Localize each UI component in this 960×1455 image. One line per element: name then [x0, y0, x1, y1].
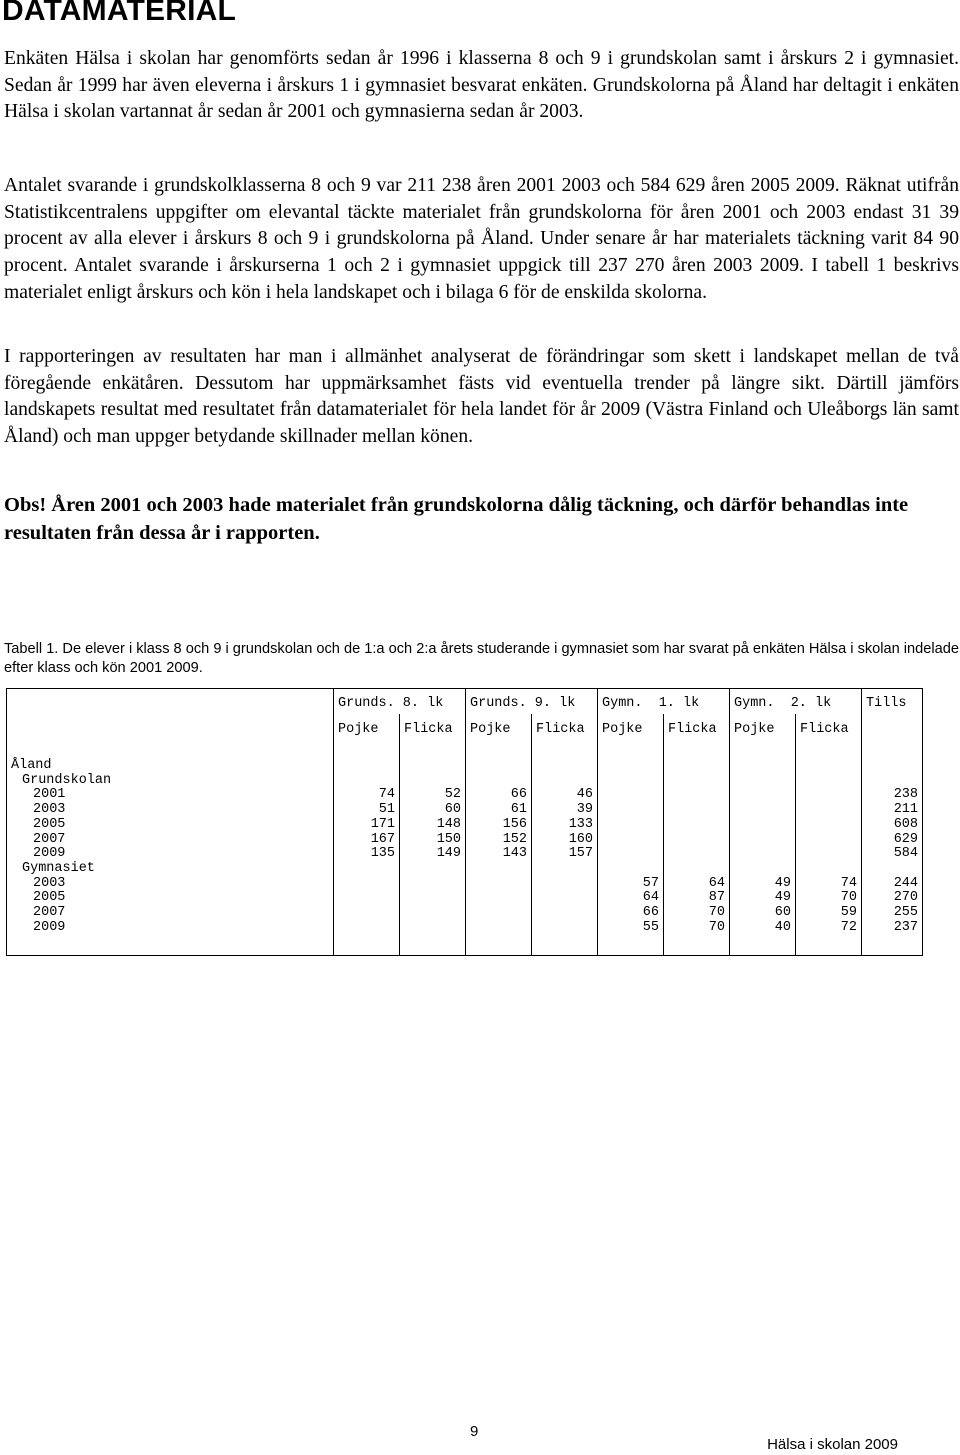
- table-cell: [730, 847, 796, 862]
- table-group-header: Grunds. 9. lk: [466, 689, 598, 715]
- table-cell: [400, 891, 466, 906]
- table-group-header: Gymn. 1. lk: [598, 689, 730, 715]
- table-row-label: 2003: [7, 877, 334, 892]
- table-cell: 629: [862, 833, 923, 848]
- page-footer: Hälsa i skolan 2009: [767, 1436, 898, 1453]
- table-row: [7, 774, 923, 789]
- table-cell: [796, 759, 862, 774]
- table-cell: 64: [664, 877, 730, 892]
- table-cell: [598, 803, 664, 818]
- table-sub-header: Pojke: [730, 714, 796, 741]
- table-row: [7, 891, 923, 906]
- table-cell: [730, 788, 796, 803]
- table-cell: [466, 891, 532, 906]
- table-cell: 133: [532, 818, 598, 833]
- table-spacer-cell: [334, 935, 400, 956]
- table-row-label: 2003: [7, 803, 334, 818]
- table-cell: [400, 877, 466, 892]
- table-spacer-cell: [796, 741, 862, 759]
- table-row: [7, 788, 923, 803]
- table-cell: 238: [862, 788, 923, 803]
- table-sub-header: Flicka: [664, 714, 730, 741]
- table-cell: 55: [598, 921, 664, 936]
- table-cell: [598, 818, 664, 833]
- table-row: [7, 921, 923, 936]
- table-cell: [334, 774, 400, 789]
- table-row-label: 2007: [7, 906, 334, 921]
- table-cell: [730, 774, 796, 789]
- table-sub-header: Flicka: [796, 714, 862, 741]
- table-sub-header: [862, 714, 923, 741]
- table-cell: [334, 862, 400, 877]
- table-spacer-cell: [796, 935, 862, 956]
- table-cell: 584: [862, 847, 923, 862]
- table-cell: [466, 906, 532, 921]
- table-cell: [664, 862, 730, 877]
- table-row-label: Åland: [7, 759, 334, 774]
- table-spacer-cell: [598, 741, 664, 759]
- table-spacer-cell: [466, 741, 532, 759]
- table-cell: [334, 906, 400, 921]
- table-cell: [400, 774, 466, 789]
- table-cell: [532, 774, 598, 789]
- table-cell: 60: [730, 906, 796, 921]
- table-cell: 167: [334, 833, 400, 848]
- table-cell: 51: [334, 803, 400, 818]
- table-cell: [334, 877, 400, 892]
- table-row: [7, 759, 923, 774]
- table-row: [7, 803, 923, 818]
- table-cell: 57: [598, 877, 664, 892]
- table-cell: 152: [466, 833, 532, 848]
- table-sub-header: Flicka: [532, 714, 598, 741]
- table-cell: [730, 818, 796, 833]
- table-cell: [532, 921, 598, 936]
- table-cell: 270: [862, 891, 923, 906]
- table-cell: [532, 891, 598, 906]
- table-row-label: 2005: [7, 891, 334, 906]
- table-cell: [796, 774, 862, 789]
- table-cell: [334, 921, 400, 936]
- table-cell: [466, 921, 532, 936]
- table-spacer-row: [7, 741, 923, 759]
- table-spacer-cell: [400, 935, 466, 956]
- table-row-label: Gymnasiet: [7, 862, 334, 877]
- table-cell: [532, 906, 598, 921]
- table-spacer-cell: [466, 935, 532, 956]
- table-caption: Tabell 1. De elever i klass 8 och 9 i grundskolan och de 1:a och 2:a årets studerande i gymnasiet som har svarat på enkäten Hälsa i skolan indelade efter klass och kön 2001 2009.: [4, 641, 959, 676]
- table-spacer-cell: [400, 741, 466, 759]
- table-sub-header: Flicka: [400, 714, 466, 741]
- table-cell: [796, 788, 862, 803]
- table-cell: [334, 891, 400, 906]
- table-cell: [400, 906, 466, 921]
- table-group-header: Grunds. 8. lk: [334, 689, 466, 715]
- table-cell: [466, 877, 532, 892]
- table-spacer-cell: [664, 935, 730, 956]
- table-cell: [664, 833, 730, 848]
- table-cell: [664, 847, 730, 862]
- table-cell: 70: [796, 891, 862, 906]
- table-cell: 74: [796, 877, 862, 892]
- table-spacer-cell: [862, 935, 923, 956]
- table-spacer-cell: [730, 935, 796, 956]
- table-cell: [862, 774, 923, 789]
- table-cell: [796, 862, 862, 877]
- table-cell: [796, 818, 862, 833]
- table-cell: 171: [334, 818, 400, 833]
- table-cell: [532, 759, 598, 774]
- table-header-groups: [7, 689, 923, 715]
- table-cell: 61: [466, 803, 532, 818]
- table-cell: [400, 862, 466, 877]
- table-cell: [532, 862, 598, 877]
- table-cell: [400, 759, 466, 774]
- page-title: DATAMATERIAL: [2, 0, 237, 27]
- table-row-label: 2005: [7, 818, 334, 833]
- table-cell: 66: [598, 906, 664, 921]
- table-row-label: 2001: [7, 788, 334, 803]
- table-cell: [598, 759, 664, 774]
- table-sub-header: Pojke: [466, 714, 532, 741]
- table-row-label: 2009: [7, 847, 334, 862]
- table-cell: [466, 759, 532, 774]
- table-group-header: Tills: [862, 689, 923, 715]
- table-cell: 160: [532, 833, 598, 848]
- table-row: [7, 818, 923, 833]
- table-cell: [598, 788, 664, 803]
- table-spacer-cell: [7, 935, 334, 956]
- table-cell: 135: [334, 847, 400, 862]
- table-spacer-cell: [334, 741, 400, 759]
- table-row-label: Grundskolan: [7, 774, 334, 789]
- table-cell: 74: [334, 788, 400, 803]
- table-cell: 49: [730, 891, 796, 906]
- table-spacer-cell: [598, 935, 664, 956]
- table-row: [7, 847, 923, 862]
- table-cell: 237: [862, 921, 923, 936]
- table-cell: [334, 759, 400, 774]
- table-cell: [664, 818, 730, 833]
- table-cell: 143: [466, 847, 532, 862]
- table-cell: 150: [400, 833, 466, 848]
- table-cell: [466, 774, 532, 789]
- table-cell: [862, 862, 923, 877]
- table-cell: 70: [664, 921, 730, 936]
- paragraph-reporting: I rapporteringen av resultaten har man i allmänhet analyserat de förändringar som skett i landskapet mellan de två föregående enkätåren. Dessutom har uppmärksamhet fästs vid eventuella trender på längre sikt. Därtill jämförs landskapets resultat med resultatet från datamaterialet för hela landet för år 2009 (Västra Finland och Uleåborgs län samt Åland) och man uppger betydande skillnader mellan könen.: [4, 346, 959, 448]
- table-row: [7, 833, 923, 848]
- table-cell: 244: [862, 877, 923, 892]
- table-row-label: 2007: [7, 833, 334, 848]
- table-cell: [862, 759, 923, 774]
- table-cell: [730, 759, 796, 774]
- table-cell: 72: [796, 921, 862, 936]
- table-spacer-cell: [862, 741, 923, 759]
- table-cell: [730, 833, 796, 848]
- table-cell: 39: [532, 803, 598, 818]
- table-cell: 59: [796, 906, 862, 921]
- paragraph-respondents: Antalet svarande i grundskolklasserna 8 och 9 var 211 238 åren 2001 2003 och 584 629 åren 2005 2009. Räknat utifrån Statistikcentralens uppgifter om elevantal täckte materialet från grundskolorna för åren 2001 och 2003 endast 31 39 procent av alla elever i årskurs 8 och 9 i grundskolorna på Åland. Under senare år har materialets täckning varit 84 90 procent. Antalet svarande i årskurserna 1 och 2 i gymnasiet uppgick till 237 270 åren 2003 2009. I tabell 1 beskrivs materialet enligt årskurs och kön i hela landskapet och i bilaga 6 för de enskilda skolorna.: [4, 175, 959, 303]
- table-cell: 149: [400, 847, 466, 862]
- table-cell: [532, 877, 598, 892]
- table-sub-header: Pojke: [598, 714, 664, 741]
- table-cell: 148: [400, 818, 466, 833]
- table-group-header: Gymn. 2. lk: [730, 689, 862, 715]
- table-cell: [796, 847, 862, 862]
- page-number: 9: [470, 1423, 479, 1440]
- table-cell: [466, 862, 532, 877]
- table-cell: 49: [730, 877, 796, 892]
- table-cell: 52: [400, 788, 466, 803]
- table-cell: [598, 847, 664, 862]
- table-cell: [730, 862, 796, 877]
- table-header-sex: [7, 714, 923, 741]
- table-cell: [664, 803, 730, 818]
- table-cell: [598, 862, 664, 877]
- table-row-label: 2009: [7, 921, 334, 936]
- table-cell: 64: [598, 891, 664, 906]
- table-spacer-cell: [730, 741, 796, 759]
- table-spacer-cell: [7, 741, 334, 759]
- table-cell: 60: [400, 803, 466, 818]
- table-bottom-row: [7, 935, 923, 956]
- table-spacer-cell: [532, 935, 598, 956]
- table-sub-header: Pojke: [334, 714, 400, 741]
- table-row: [7, 906, 923, 921]
- table-cell: 70: [664, 906, 730, 921]
- table-cell: 211: [862, 803, 923, 818]
- table-cell: [796, 803, 862, 818]
- table-cell: [598, 833, 664, 848]
- paragraph-survey-history: Enkäten Hälsa i skolan har genomförts sedan år 1996 i klasserna 8 och 9 i grundskolan samt i årskurs 2 i gymnasiet. Sedan år 1999 har även eleverna i årskurs 1 i gymnasiet besvarat enkäten. Grundskolorna på Åland har deltagit i enkäten Hälsa i skolan vartannat år sedan år 2001 och gymnasierna sedan år 2003.: [4, 48, 959, 123]
- table-cell: 157: [532, 847, 598, 862]
- table-cell: [664, 759, 730, 774]
- table-cell: 608: [862, 818, 923, 833]
- table-cell: 87: [664, 891, 730, 906]
- table-spacer-cell: [664, 741, 730, 759]
- table-stub-header: [7, 689, 334, 715]
- table-cell: [598, 774, 664, 789]
- table-cell: 40: [730, 921, 796, 936]
- table-spacer-cell: [532, 741, 598, 759]
- table-cell: 66: [466, 788, 532, 803]
- table-cell: 46: [532, 788, 598, 803]
- table-row: [7, 877, 923, 892]
- respondents-table-container: [6, 688, 923, 956]
- table-cell: 255: [862, 906, 923, 921]
- table-row: [7, 862, 923, 877]
- table-cell: [664, 788, 730, 803]
- table-cell: 156: [466, 818, 532, 833]
- paragraph-note: Obs! Åren 2001 och 2003 hade materialet från grundskolorna dålig täckning, och därför behandlas inte resultaten från dessa år i rapporten.: [4, 494, 909, 544]
- table-cell: [400, 921, 466, 936]
- respondents-table: [6, 688, 923, 956]
- table-cell: [796, 833, 862, 848]
- table-cell: [664, 774, 730, 789]
- table-stub-header: [7, 714, 334, 741]
- table-cell: [730, 803, 796, 818]
